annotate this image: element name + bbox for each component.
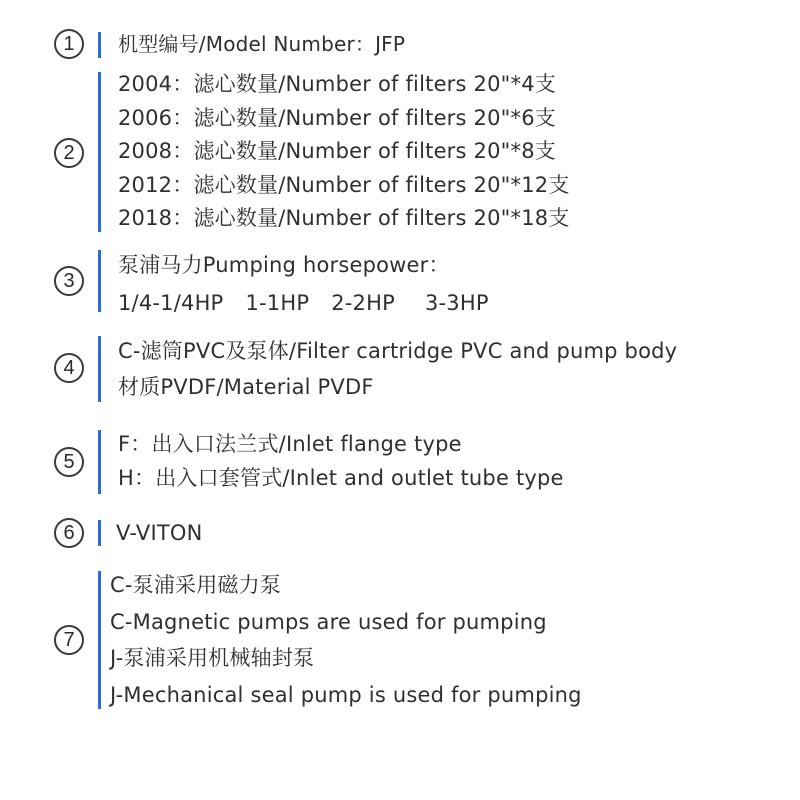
section-text: [118, 30, 405, 58]
pump-type-line: J-Mechanical seal pump is used for pumping: [110, 682, 582, 707]
section-text: [118, 246, 489, 322]
section-text: [118, 427, 564, 495]
filter-option-line: 2012：滤心数量/Number of filters 20"*12支: [118, 172, 570, 197]
section-text: [118, 68, 570, 236]
pump-type-line: J-泵浦采用机械轴封泵: [110, 646, 315, 670]
number-badge-6: 6: [54, 518, 84, 548]
pump-type-line: C-泵浦采用磁力泵: [110, 573, 282, 597]
connection-line: H：出入口套管式/Inlet and outlet tube type: [118, 466, 564, 490]
filter-option-line: 2008：滤心数量/Number of filters 20"*8支: [118, 139, 556, 164]
horsepower-options: [118, 284, 489, 322]
horsepower-option: 2-2HP: [331, 291, 395, 315]
section-divider-bar: [98, 72, 101, 232]
filter-option-line: 2018：滤心数量/Number of filters 20"*18支: [118, 206, 570, 231]
horsepower-heading: 泵浦马力Pumping horsepower：: [118, 253, 450, 277]
number-badge-5: 5: [54, 447, 84, 477]
section-divider-bar: [98, 336, 101, 402]
section-divider-bar: [98, 571, 101, 709]
material-line: 材质PVDF/Material PVDF: [118, 375, 374, 399]
section-text: [116, 518, 203, 548]
section-divider-bar: [98, 32, 101, 58]
pump-type-line: C-Magnetic pumps are used for pumping: [110, 609, 547, 634]
filter-option-line: 2006：滤心数量/Number of filters 20"*6支: [118, 105, 556, 130]
number-badge-1: 1: [54, 29, 84, 59]
section-divider-bar: [98, 430, 101, 494]
section-divider-bar: [98, 520, 101, 546]
horsepower-option: 3-3HP: [424, 291, 489, 315]
number-badge-4: 4: [54, 353, 84, 383]
number-badge-2: 2: [54, 138, 84, 168]
number-badge-7: 7: [54, 625, 84, 655]
horsepower-option: 1/4-1/4HP: [118, 291, 224, 315]
model-number-line: 机型编号/Model Number：JFP: [118, 32, 406, 56]
filter-option-line: 2004：滤心数量/Number of filters 20"*4支: [118, 72, 556, 96]
connection-line: F：出入口法兰式/Inlet flange type: [118, 432, 462, 456]
material-line: C-滤筒PVC及泵体/Filter cartridge PVC and pump body: [118, 339, 678, 363]
section-text: [110, 567, 582, 713]
seal-line: V-VITON: [116, 521, 203, 545]
number-badge-3: 3: [54, 266, 84, 296]
horsepower-option: 1-1HP: [245, 291, 310, 315]
section-text: [118, 333, 677, 405]
section-divider-bar: [98, 250, 101, 312]
